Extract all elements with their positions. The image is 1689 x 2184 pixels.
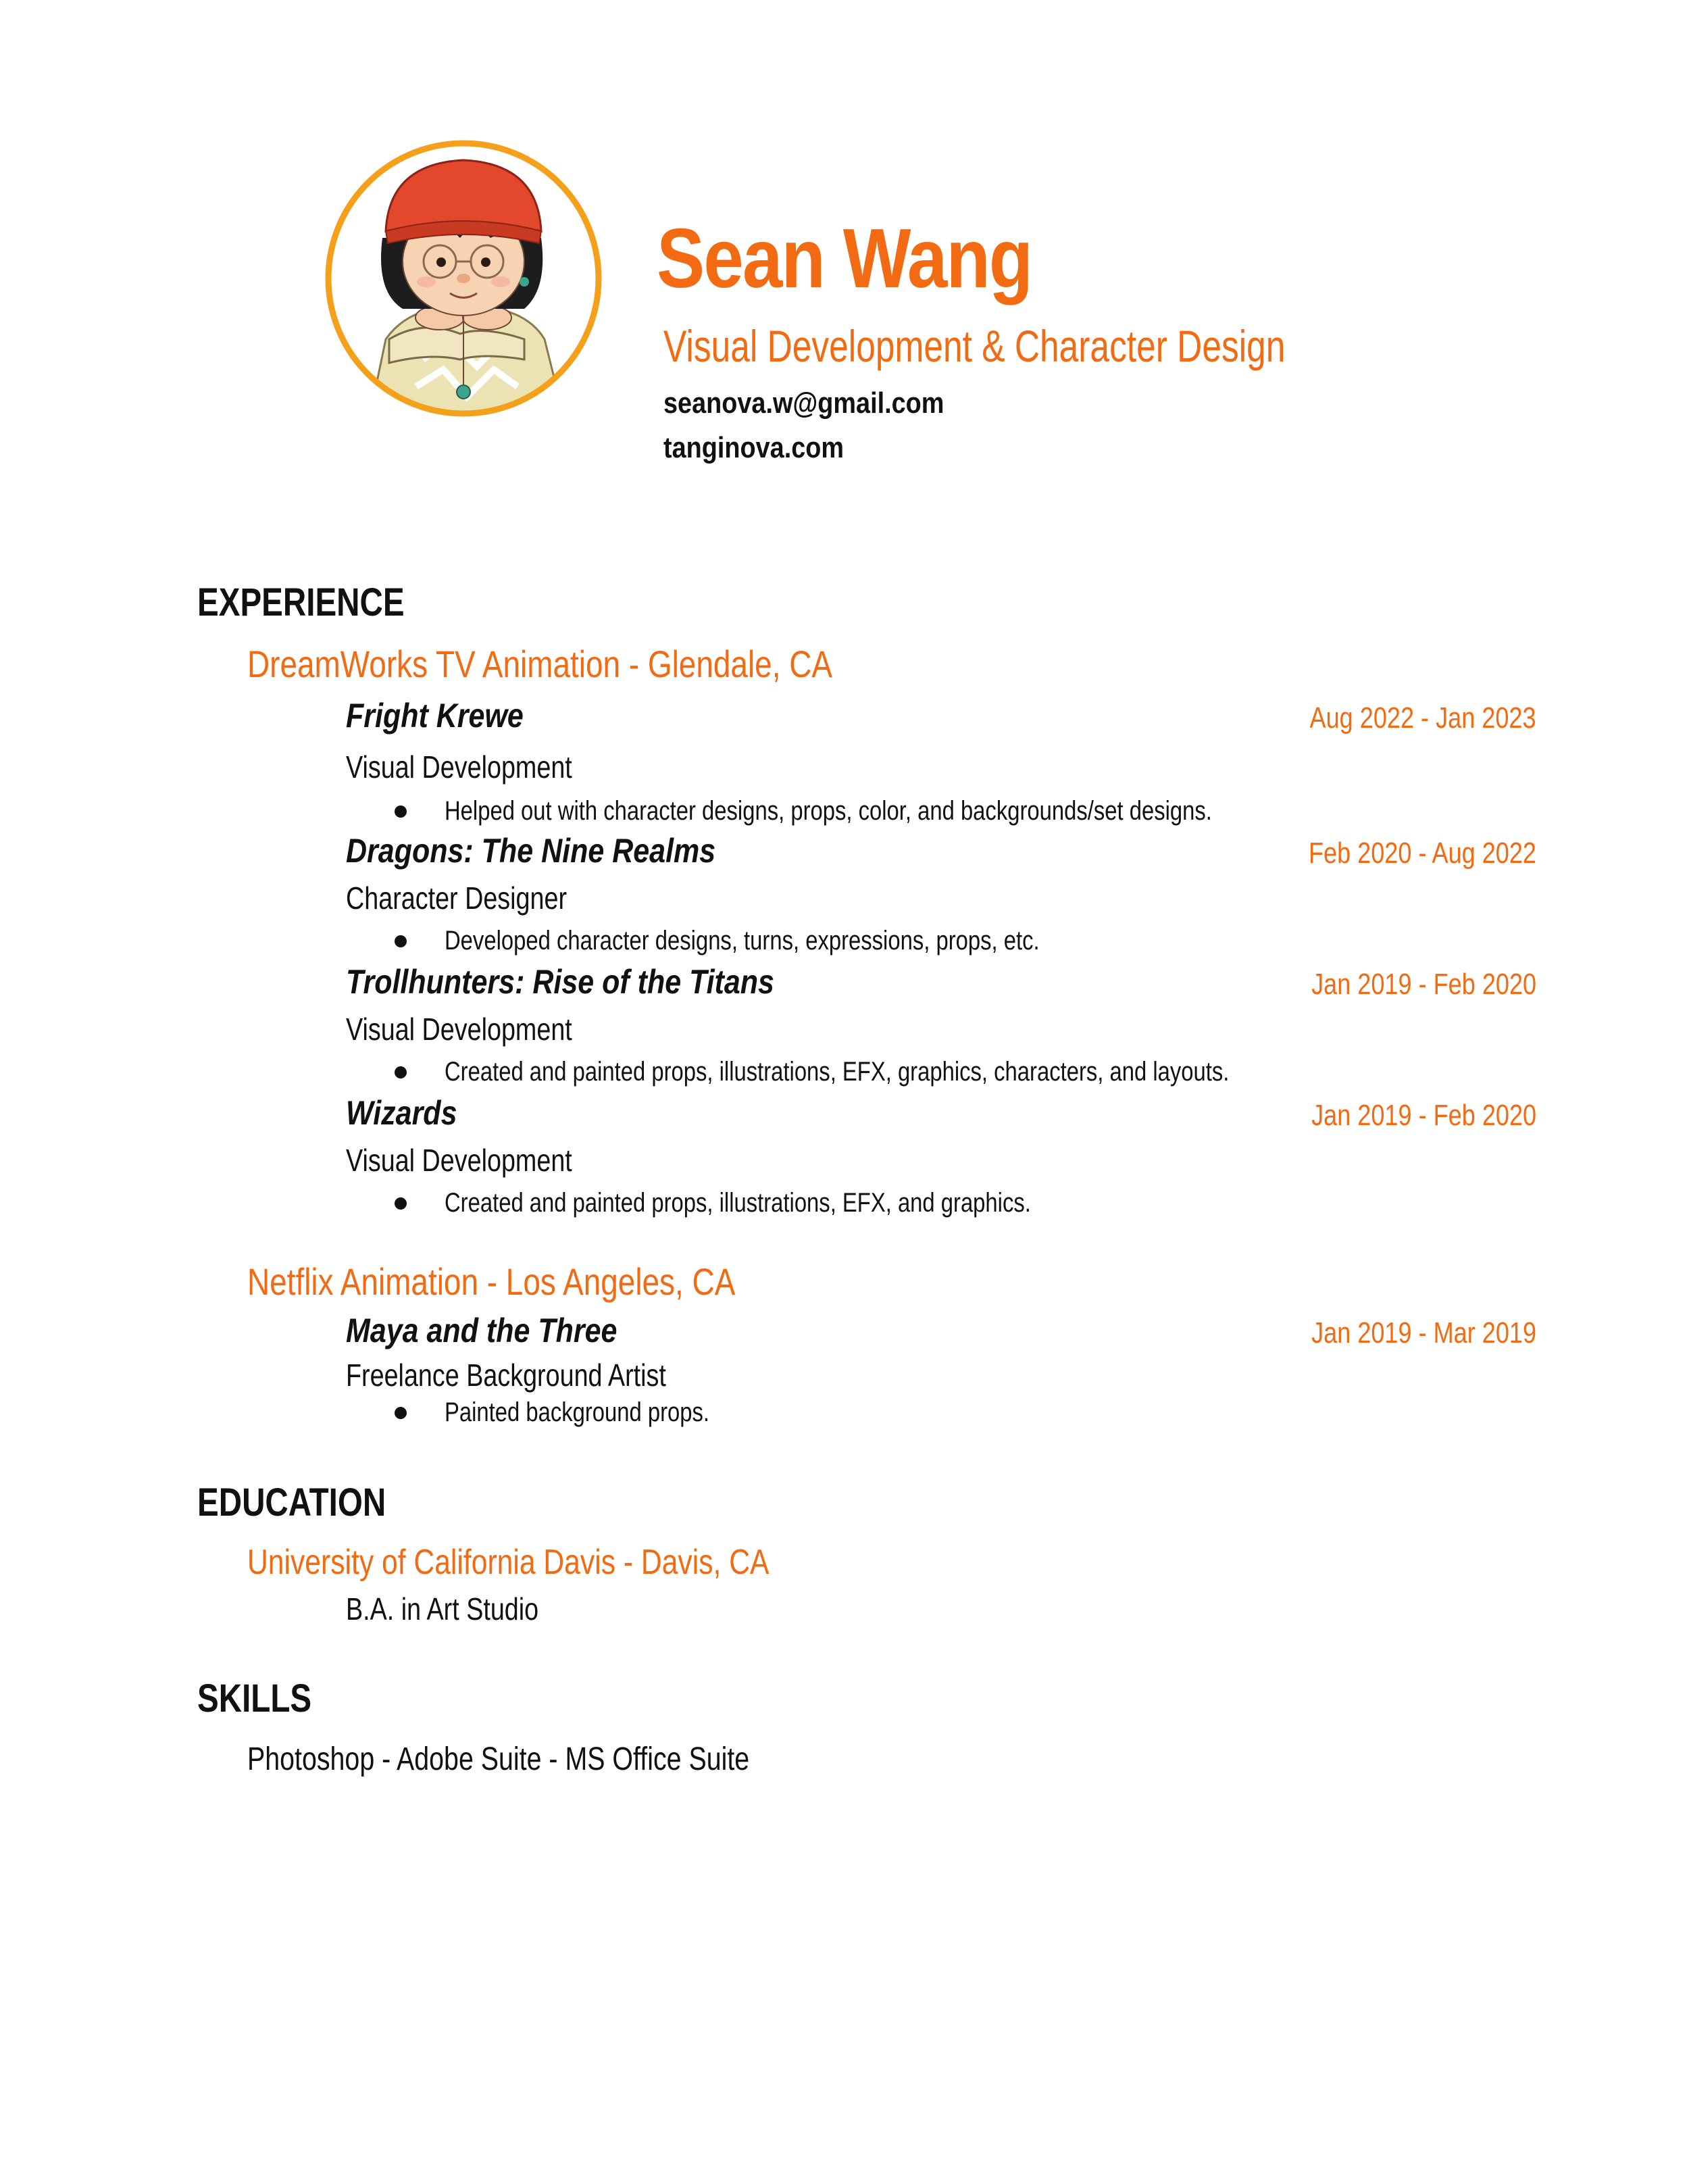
- project-dates: Jan 2019 - Feb 2020: [1311, 968, 1536, 1001]
- contact-email[interactable]: seanova.w@gmail.com: [663, 387, 944, 420]
- project-role: Visual Development: [346, 749, 572, 785]
- bullet-dot-icon: [395, 1197, 407, 1210]
- project-role: Freelance Background Artist: [346, 1358, 666, 1393]
- project-dates: Jan 2019 - Mar 2019: [1311, 1316, 1536, 1349]
- degree: B.A. in Art Studio: [346, 1591, 539, 1627]
- project-title: Dragons: The Nine Realms: [346, 832, 716, 870]
- education-heading: EDUCATION: [197, 1481, 386, 1524]
- skills-list: Photoshop - Adobe Suite - MS Office Suite: [247, 1741, 750, 1777]
- bullet-dot-icon: [395, 1407, 407, 1419]
- project-title: Trollhunters: Rise of the Titans: [346, 963, 774, 1001]
- project-dates: Aug 2022 - Jan 2023: [1309, 701, 1536, 735]
- candidate-title: Visual Development & Character Design: [663, 321, 1286, 371]
- candidate-name: Sean Wang: [657, 212, 1032, 305]
- experience-heading: EXPERIENCE: [197, 580, 405, 624]
- character-portrait-icon: [322, 136, 605, 420]
- org-title: Netflix Animation - Los Angeles, CA: [247, 1260, 736, 1303]
- project-dates: Jan 2019 - Feb 2020: [1311, 1099, 1536, 1132]
- org-title: DreamWorks TV Animation - Glendale, CA: [247, 643, 833, 685]
- project-title: Wizards: [346, 1094, 457, 1132]
- project-role: Character Designer: [346, 880, 568, 916]
- project-title: Maya and the Three: [346, 1312, 617, 1349]
- bullet-dot-icon: [395, 1066, 407, 1078]
- school-name: University of California Davis - Davis, CA: [247, 1543, 770, 1582]
- project-role: Visual Development: [346, 1012, 572, 1047]
- bullet-dot-icon: [395, 805, 407, 818]
- skills-heading: SKILLS: [197, 1677, 312, 1720]
- contact-website[interactable]: tanginova.com: [663, 431, 844, 464]
- avatar: [322, 136, 605, 420]
- project-role: Visual Development: [346, 1143, 572, 1178]
- project-title: Fright Krewe: [346, 697, 524, 735]
- project-dates: Feb 2020 - Aug 2022: [1308, 837, 1536, 870]
- bullet-dot-icon: [395, 935, 407, 947]
